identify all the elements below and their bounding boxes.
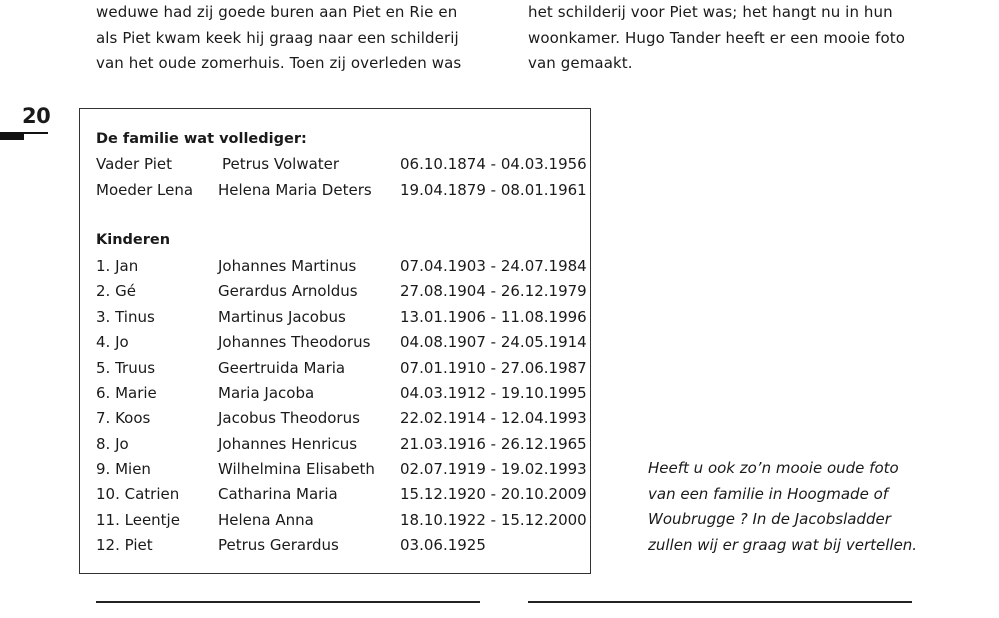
child-label: 11. Leentje [96, 511, 180, 529]
article-line: weduwe had zij goede buren aan Piet en Rie en [96, 3, 458, 21]
parent-role: Moeder Lena [96, 181, 194, 199]
parent-dates: 19.04.1879 - 08.01.1961 [400, 181, 587, 199]
child-name: Helena Anna [218, 511, 314, 529]
article-line: het schilderij voor Piet was; het hangt nu in hun [528, 3, 893, 21]
child-dates: 18.10.1922 - 15.12.2000 [400, 511, 587, 529]
parent-dates: 06.10.1874 - 04.03.1956 [400, 155, 587, 173]
child-name: Martinus Jacobus [218, 308, 346, 326]
child-label: 6. Marie [96, 384, 157, 402]
child-dates: 21.03.1916 - 26.12.1965 [400, 435, 587, 453]
child-label: 5. Truus [96, 359, 156, 377]
parent-name: Helena Maria Deters [218, 181, 372, 199]
child-name: Wilhelmina Elisabeth [218, 460, 375, 478]
caption-line: Woubrugge ? In de Jacobsladder [648, 510, 891, 528]
child-dates: 03.06.1925 [400, 536, 486, 554]
child-label: 3. Tinus [96, 308, 155, 326]
child-name: Johannes Martinus [218, 257, 357, 275]
family-box-heading: De familie wat vollediger: [96, 131, 307, 147]
child-dates: 02.07.1919 - 19.02.1993 [400, 460, 587, 478]
child-label: 4. Jo [96, 333, 129, 351]
child-label: 12. Piet [96, 536, 153, 554]
child-dates: 15.12.1920 - 20.10.2009 [400, 485, 587, 503]
page-number-rule-thin [24, 132, 48, 134]
child-name: Catharina Maria [218, 485, 338, 503]
child-label: 10. Catrien [96, 485, 180, 503]
child-dates: 07.04.1903 - 24.07.1984 [400, 257, 587, 275]
article-line: van gemaakt. [528, 54, 633, 72]
article-line: van het oude zomerhuis. Toen zij overleden was [96, 54, 462, 72]
child-name: Jacobus Theodorus [218, 409, 360, 427]
article-line: woonkamer. Hugo Tander heeft er een mooie foto [528, 28, 905, 47]
child-label: 1. Jan [96, 257, 139, 275]
child-name: Gerardus Arnoldus [218, 282, 358, 300]
page-number: 20 [22, 104, 51, 128]
bottom-divider-left [96, 601, 480, 603]
bottom-divider-right [528, 601, 912, 603]
family-info-box [79, 108, 591, 574]
child-label: 7. Koos [96, 409, 151, 427]
child-name: Johannes Theodorus [218, 333, 371, 351]
child-dates: 27.08.1904 - 26.12.1979 [400, 282, 587, 300]
child-name: Geertruida Maria [218, 359, 346, 377]
child-name: Maria Jacoba [218, 384, 315, 402]
caption-line: van een familie in Hoogmade of [648, 484, 889, 503]
child-label: 2. Gé [96, 282, 136, 300]
article-left-column [96, 0, 476, 77]
child-dates: 13.01.1906 - 11.08.1996 [400, 308, 587, 326]
parent-name: Petrus Volwater [222, 155, 340, 173]
children-heading: Kinderen [96, 232, 171, 248]
child-name: Johannes Henricus [218, 435, 358, 453]
article-right-column [528, 0, 918, 77]
child-dates: 04.03.1912 - 19.10.1995 [400, 384, 587, 402]
article-line: als Piet kwam keek hij graag naar een schilderij [96, 28, 459, 47]
child-dates: 04.08.1907 - 24.05.1914 [400, 333, 587, 351]
parent-role: Vader Piet [96, 155, 172, 173]
caption-line: Heeft u ook zo’n mooie oude foto [648, 459, 899, 477]
child-label: 9. Mien [96, 460, 151, 478]
page-number-rule [0, 132, 24, 140]
child-dates: 07.01.1910 - 27.06.1987 [400, 359, 587, 377]
photo-request-caption [648, 456, 948, 558]
caption-line: zullen wij er graag wat bij vertellen. [648, 535, 918, 554]
child-dates: 22.02.1914 - 12.04.1993 [400, 409, 587, 427]
child-name: Petrus Gerardus [218, 536, 339, 554]
child-label: 8. Jo [96, 435, 129, 453]
